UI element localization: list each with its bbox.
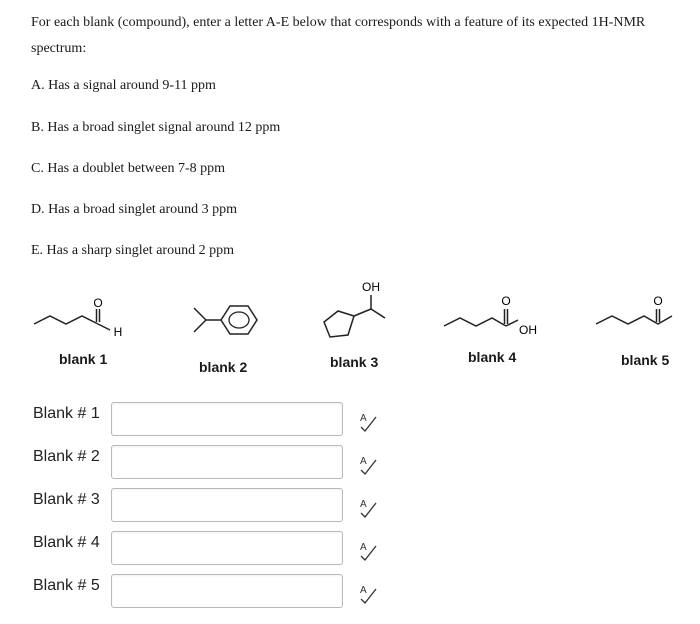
structure-3-alcohol [318,278,398,353]
answer-2-label: Blank # 2 [33,448,100,465]
blank-1-label: blank 1 [59,351,108,367]
svg-text:A: A [360,413,367,424]
structure-1-oxygen: O [93,296,103,310]
option-e: E. Has a sharp singlet around 2 ppm [31,243,234,258]
spell-check-icon[interactable] [358,410,378,432]
answer-5-input[interactable] [111,574,343,608]
structure-5-ketone [592,290,682,345]
structure-3-hydroxyl: OH [362,280,380,294]
svg-text:A: A [360,542,367,553]
option-c: C. Has a doublet between 7-8 ppm [31,161,226,176]
option-b: B. Has a broad singlet signal around 12 ppm [31,120,281,135]
svg-text:A: A [360,585,367,596]
structure-4-oxygen: O [501,294,511,308]
answer-1-label: Blank # 1 [33,405,100,422]
answer-3-label: Blank # 3 [33,491,100,508]
answer-2-input[interactable] [111,445,343,479]
structure-2-isopropylbenzene [190,298,280,353]
answer-5-label: Blank # 5 [33,577,100,594]
spell-check-icon[interactable] [358,496,378,518]
question-text: For each blank (compound), enter a letter A-E below that corresponds with a feature of its expected 1H-NMR spectrum: [31,15,646,56]
svg-text:A: A [360,499,367,510]
blank-2-label: blank 2 [199,359,248,375]
answer-3-input[interactable] [111,488,343,522]
option-a: A. Has a signal around 9-11 ppm [31,78,216,93]
spell-check-icon[interactable] [358,453,378,475]
spell-check-icon[interactable] [358,582,378,604]
structure-4-carboxylic-acid [440,290,550,345]
blank-3-label: blank 3 [330,354,379,370]
blank-5-label: blank 5 [621,352,670,368]
answer-4-label: Blank # 4 [33,534,100,551]
answer-1-input[interactable] [111,402,343,436]
structure-1-hydrogen: H [113,325,123,339]
option-d: D. Has a broad singlet around 3 ppm [31,202,238,217]
svg-text:A: A [360,456,367,467]
structure-4-hydroxyl: OH [519,323,537,337]
spell-check-icon[interactable] [358,539,378,561]
answer-4-input[interactable] [111,531,343,565]
blank-4-label: blank 4 [468,349,517,365]
structure-5-oxygen: O [653,294,663,308]
structure-1-aldehyde [30,292,140,347]
